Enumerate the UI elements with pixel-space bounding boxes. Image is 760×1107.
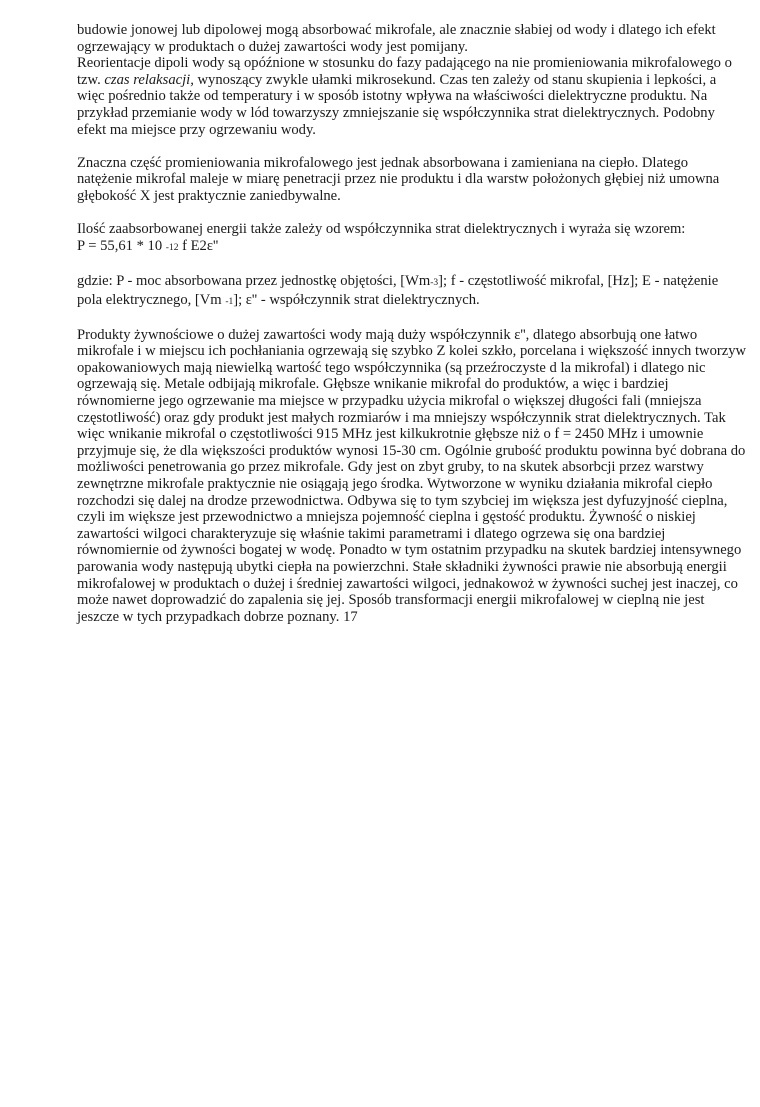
unit-exponent: -3 xyxy=(430,277,439,288)
text-line: ogrzewający w produktach o dużej zawartości wody jest pomijany. xyxy=(77,38,468,55)
text-line: Ilość zaabsorbowanej energii także zależy od współczynnika strat dielektrycznych i wyraża się wzorem: xyxy=(77,221,686,238)
text-line: Reorientacje dipoli wody są opóźnione w stosunku do fazy padającego na nie promieniowania mikrofalowego o xyxy=(77,55,732,72)
text-line: więc wnikanie mikrofal o częstotliwości 915 MHz jest kilkukrotnie głębsze niż o f = 2450 MHz i umownie xyxy=(77,426,704,443)
text-line: równomiernie od żywności bogatej w wodę. Ponadto w tym ostatnim przypadku na skutek bardziej intensywnego xyxy=(77,542,742,559)
text-line: zewnętrzne mikrofale praktycznie nie osiągają jego środka. Wytworzone w wyniku działania mikrofal ciepło xyxy=(77,476,713,493)
unit-exponent: -1 xyxy=(225,296,234,307)
formula-fragment: P = 55,61 * 10 xyxy=(77,237,166,254)
text-line: przyjmuje się, że dla większości produktów wynosi 15-30 cm. Ogólnie grubość produktu powinna być dobrana do xyxy=(77,442,746,459)
text-line: więc pośrednio także od temperatury i w sposób istotny wpływa na właściwości dielektryczne produktu. Na xyxy=(77,88,708,105)
text-line: ogrzewają się. Metale odbijają mikrofale. Głębsze wnikanie mikrofal do produktów, a więc i bardziej xyxy=(77,376,669,393)
paragraph-ionic-dipolar xyxy=(77,22,753,55)
text-line: mikrofalowej w produktach o dużej i średniej zawartości wilgoci, jednakowoż w żywności suchej jest inaczej, co xyxy=(77,575,738,592)
text-line: rozchodzi się dalej na drodze przewodnictwa. Odbywa się to tym szybciej im większa jest dyfuzyjność cieplna, xyxy=(77,492,728,509)
paragraph-absorption xyxy=(77,155,753,205)
text-line xyxy=(77,72,753,89)
paragraph-spacer xyxy=(77,138,753,155)
text-fragment: ]; f - częstotliwość mikrofal, [Hz]; E - natężenie xyxy=(438,272,719,289)
formula-exponent: -12 xyxy=(165,242,179,253)
text-line: Znaczna część promieniowania mikrofalowego jest jednak absorbowana i zamieniana na ciepło. Dlatego xyxy=(77,154,689,171)
text-line: parowania wody następują ubytki ciepła na powierzchni. Stałe składniki żywności prawie nie absorbują energii xyxy=(77,559,727,575)
text-fragment: tzw. xyxy=(77,71,105,88)
text-line xyxy=(77,292,753,311)
text-line: częstotliwość) oraz gdy produkt jest małych rozmiarów i ma mniejszy współczynnik strat dielektrycznych. Tak xyxy=(77,409,726,426)
text-line xyxy=(77,273,753,292)
text-fragment: ]; ε'' - współczynnik strat dielektrycznych. xyxy=(233,291,480,308)
text-line: efekt ma miejsce przy ogrzewaniu wody. xyxy=(77,121,316,138)
text-line: może nawet doprowadzić do zapalenia się jej. Sposób transformacji energii mikrofalowej w cieplną nie jest xyxy=(77,592,705,609)
text-line: możliwości penetrowania go przez mikrofale. Gdy jest on zbyt gruby, to na skutek absorbcji przez warstwy xyxy=(77,459,704,476)
paragraph-spacer xyxy=(77,256,753,273)
text-line: Produkty żywnościowe o dużej zawartości wody mają duży współczynnik ε'', dlatego absorbują one łatwo xyxy=(77,326,698,343)
document-page xyxy=(77,22,753,625)
italic-term-relaxation-time: czas relaksacji, xyxy=(104,71,194,88)
text-line: mikrofale i w miejscu ich pochłaniania ogrzewają się szybko Z kolei szkło, porcelana i większość innych tworzyw xyxy=(77,343,747,360)
text-line: budowie jonowej lub dipolowej mogą absorbować mikrofale, ale znacznie słabiej od wody i dlatego ich efekt xyxy=(77,22,716,38)
paragraph-spacer xyxy=(77,310,753,327)
text-line: opakowaniowych mają niewielką wartość tego współczynnika (są przeźroczyste d la mikrofal) i dlatego nic xyxy=(77,359,706,376)
paragraph-spacer xyxy=(77,205,753,222)
text-fragment: wynoszący zwykle ułamki mikrosekund. Czas ten zależy od stanu skupienia i lepkości, a xyxy=(193,71,717,88)
text-fragment: pola elektrycznego, [Vm xyxy=(77,291,226,308)
paragraph-food-products xyxy=(77,327,753,626)
text-fragment: gdzie: P - moc absorbowana przez jednostkę objętości, [Wm xyxy=(77,272,431,289)
text-line: natężenie mikrofal maleje w miarę penetracji przez nie produktu i dla warstw położonych głębiej niż umowna xyxy=(77,171,720,188)
formula-fragment: f E2ε'' xyxy=(178,237,219,254)
text-line: zawartości wilgoci charakteryzuje się właśnie takimi parametrami i dlatego ogrzewa się ona bardziej xyxy=(77,525,666,542)
text-line: równomierne jego ogrzewanie ma miejsce w przypadku użycia mikrofal o większej długości fali (mniejsza xyxy=(77,393,702,410)
paragraph-formula-legend xyxy=(77,273,753,310)
power-formula xyxy=(77,238,753,257)
text-line: czyli im większe jest przewodnictwo a mniejsza pojemność cieplna i gęstość produktu. Żywność o niskiej xyxy=(77,509,696,526)
paragraph-dipole-reorientation xyxy=(77,55,753,138)
text-line: głębokość X jest praktycznie zaniedbywalne. xyxy=(77,187,341,204)
text-line: przykład przemianie wody w lód towarzyszy zmniejszanie się współczynnika strat dielektrycznych. Podobny xyxy=(77,104,715,121)
text-line: jeszcze w tych przypadkach dobrze poznany. 17 xyxy=(77,608,358,625)
paragraph-energy-formula xyxy=(77,221,753,256)
